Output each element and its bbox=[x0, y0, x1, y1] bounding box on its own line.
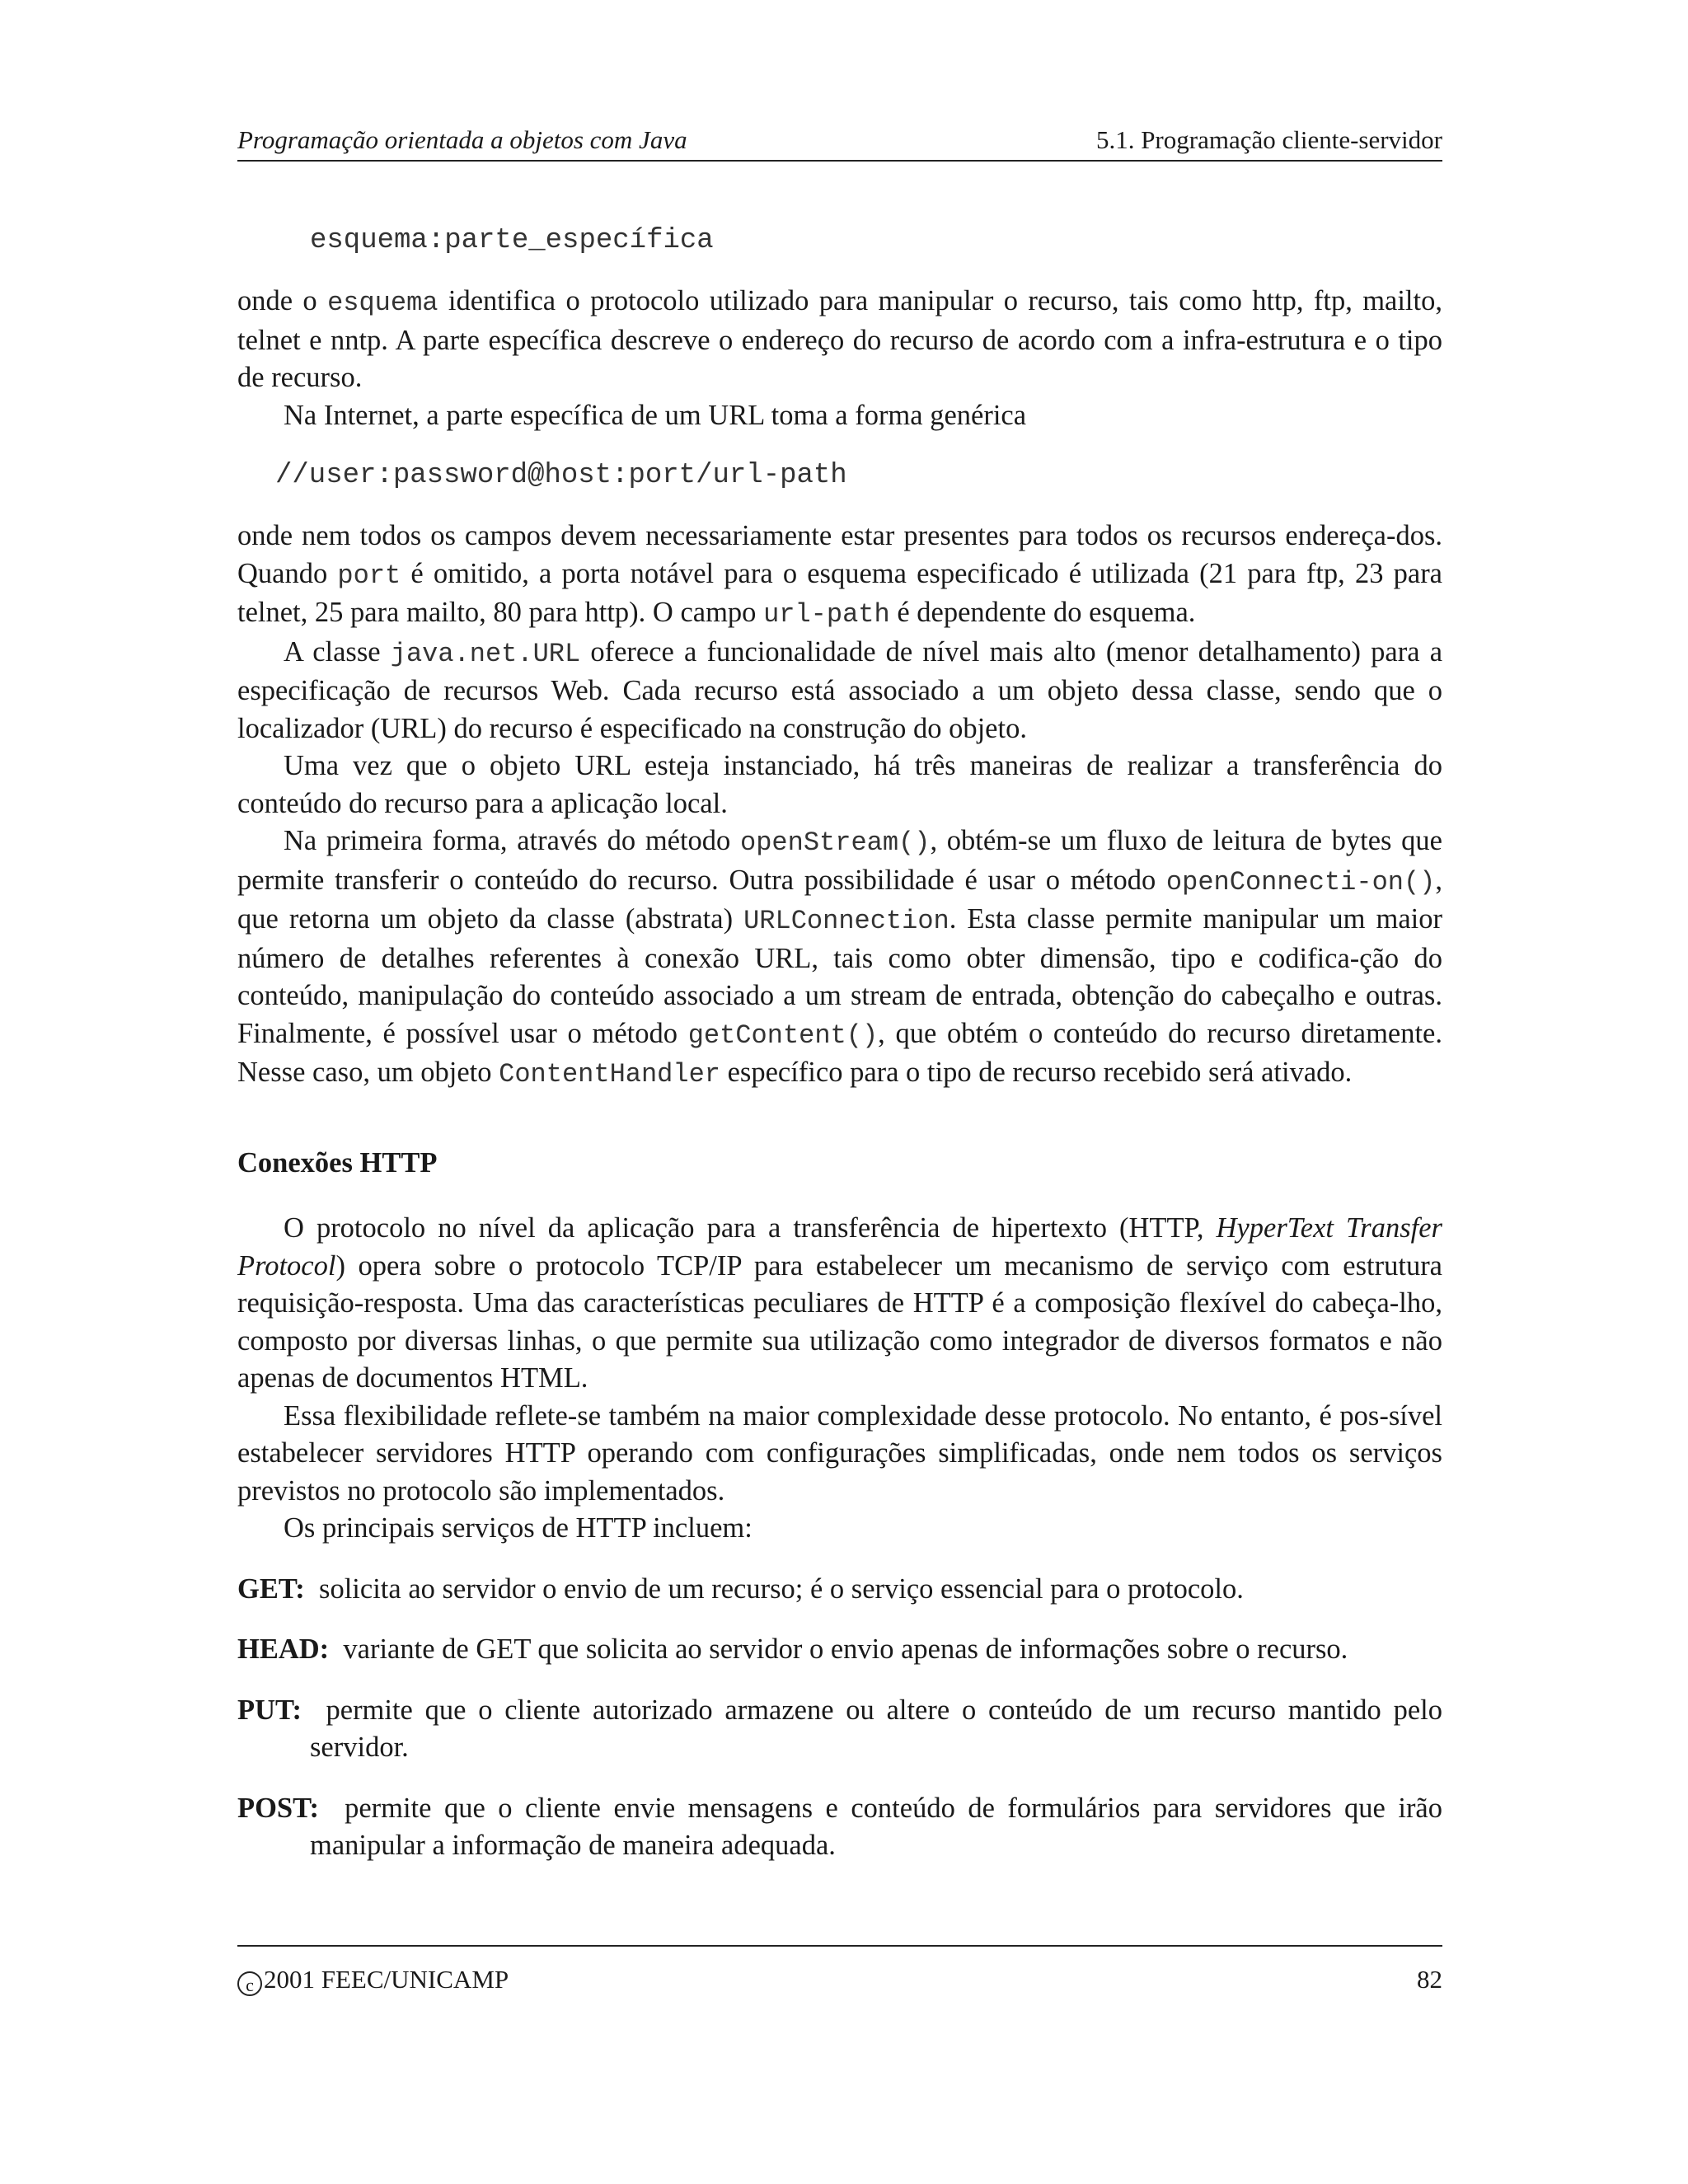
document-page bbox=[237, 0, 1442, 2184]
method-item-get bbox=[237, 1571, 1442, 1609]
paragraph-internet-form: Na Internet, a parte específica de um URL toma a forma genérica bbox=[284, 399, 1027, 431]
paragraph-url-class: A classe java.net.URL oferece a funcionalidade de nível mais alto (menor detalhamento) para a especificação de recursos Web. Cada recurso está associado a um objeto dessa classe, sendo que o localizador (URL) do recurso é especificado na construção do objeto. bbox=[237, 635, 1443, 744]
method-desc: variante de GET que solicita ao servidor o envio apenas de informações sobre o recurso. bbox=[343, 1633, 1348, 1665]
paragraph-services-intro: Os principais serviços de HTTP incluem: bbox=[284, 1512, 753, 1544]
method-desc: permite que o cliente envie mensagens e conteúdo de formulários para servidores que irão manipular a informação de maneira adequada. bbox=[310, 1792, 1442, 1861]
code-contenthandler: ContentHandler bbox=[499, 1059, 720, 1090]
method-item-put bbox=[237, 1692, 1442, 1767]
method-term: GET: bbox=[237, 1572, 305, 1605]
footer-copyright-text: 2001 FEEC/UNICAMP bbox=[264, 1965, 509, 1994]
section-heading: Conexões HTTP bbox=[237, 1146, 438, 1179]
copyright-icon: c bbox=[237, 1971, 262, 1996]
paragraph-flexibility: Essa flexibilidade reflete-se também na maior complexidade desse protocolo. No entanto, é pos-sível estabelecer servidores HTTP operando com configurações simplificadas, onde nem todos os serviços previstos no protocolo são implementados. bbox=[237, 1399, 1442, 1507]
code-url-generic: //user:password@host:port/url-path bbox=[275, 460, 847, 491]
paragraph-methods: Na primeira forma, através do método openStream(), obtém-se um fluxo de leitura de bytes que permite transferir o conteúdo do recurso. Outra possibilidade é usar o método openConnecti-on(), que retorna um objeto da classe (abstrata) URLConnection. Esta classe permite manipular um maior número de detalhes referentes à conexão URL, tais como obter dimensão, tipo e codifica-ção do conteúdo, manipulação do conteúdo associado a um stream de entrada, obtenção do cabeçalho e outras. Finalmente, é possível usar o método getContent(), que obtém o conteúdo do recurso diretamente. Nesse caso, um objeto ContentHandler específico para o tipo de recurso recebido será ativado. bbox=[237, 825, 1442, 1090]
method-term: PUT: bbox=[237, 1694, 302, 1726]
http-expansion: HyperText Transfer Protocol bbox=[237, 1212, 1442, 1282]
running-footer bbox=[237, 1945, 1442, 1995]
code-url-scheme: esquema:parte_específica bbox=[310, 225, 714, 256]
code-port: port bbox=[337, 560, 401, 591]
code-openstream: openStream() bbox=[740, 827, 931, 858]
method-item-post bbox=[237, 1790, 1442, 1865]
code-urlconnection: URLConnection bbox=[743, 906, 950, 936]
method-item-head bbox=[237, 1631, 1442, 1669]
body-text bbox=[237, 223, 1442, 1865]
code-esquema: esquema bbox=[327, 288, 438, 318]
running-header bbox=[237, 124, 1442, 162]
footer-copyright bbox=[237, 1963, 509, 1996]
paragraph-http-intro: O protocolo no nível da aplicação para a transferência de hipertexto (HTTP, HyperText Transfer Protocol) opera sobre o protocolo TCP/IP para estabelecer um mecanismo de serviço com estrutura requisição-resposta. Uma das características peculiares de HTTP é a composição flexível do cabeça-lho, composto por diversas linhas, o que permite sua utilização como integrador de diversos formatos e não apenas de documentos HTML. bbox=[237, 1212, 1442, 1394]
code-url-path: url-path bbox=[763, 599, 890, 630]
header-book-title: Programação orientada a objetos com Java bbox=[237, 125, 687, 154]
method-desc: permite que o cliente autorizado armazene ou altere o conteúdo de um recurso mantido pelo servidor. bbox=[310, 1694, 1442, 1763]
code-getcontent: getContent() bbox=[687, 1019, 879, 1051]
method-desc: solicita ao servidor o envio de um recurso; é o serviço essencial para o protocolo. bbox=[319, 1572, 1244, 1605]
paragraph-three-ways: Uma vez que o objeto URL esteja instanciado, há três maneiras de realizar a transferência do conteúdo do recurso para a aplicação local. bbox=[237, 750, 1442, 819]
paragraph-scheme: onde o esquema identifica o protocolo utilizado para manipular o recurso, tais como http, ftp, mailto, telnet e nntp. A parte específica descreve o endereço do recurso de acordo com a infra-estrutura e o tipo de recurso. bbox=[237, 285, 1442, 393]
header-section-title: 5.1. Programação cliente-servidor bbox=[1095, 125, 1442, 154]
page-number: 82 bbox=[1417, 1965, 1442, 1994]
paragraph-fields: onde nem todos os campos devem necessariamente estar presentes para todos os recursos endereça-dos. Quando port é omitido, a porta notável para o esquema especificado é utilizada (21 para ftp, 23 para telnet, 25 para mailto, 80 para http). O campo url-path é dependente do esquema. bbox=[237, 520, 1442, 630]
method-term: HEAD: bbox=[237, 1633, 330, 1665]
method-term: POST: bbox=[237, 1792, 320, 1824]
code-openconnection: openConnecti-on() bbox=[1165, 866, 1436, 898]
code-java-net-url: java.net.URL bbox=[390, 638, 581, 669]
